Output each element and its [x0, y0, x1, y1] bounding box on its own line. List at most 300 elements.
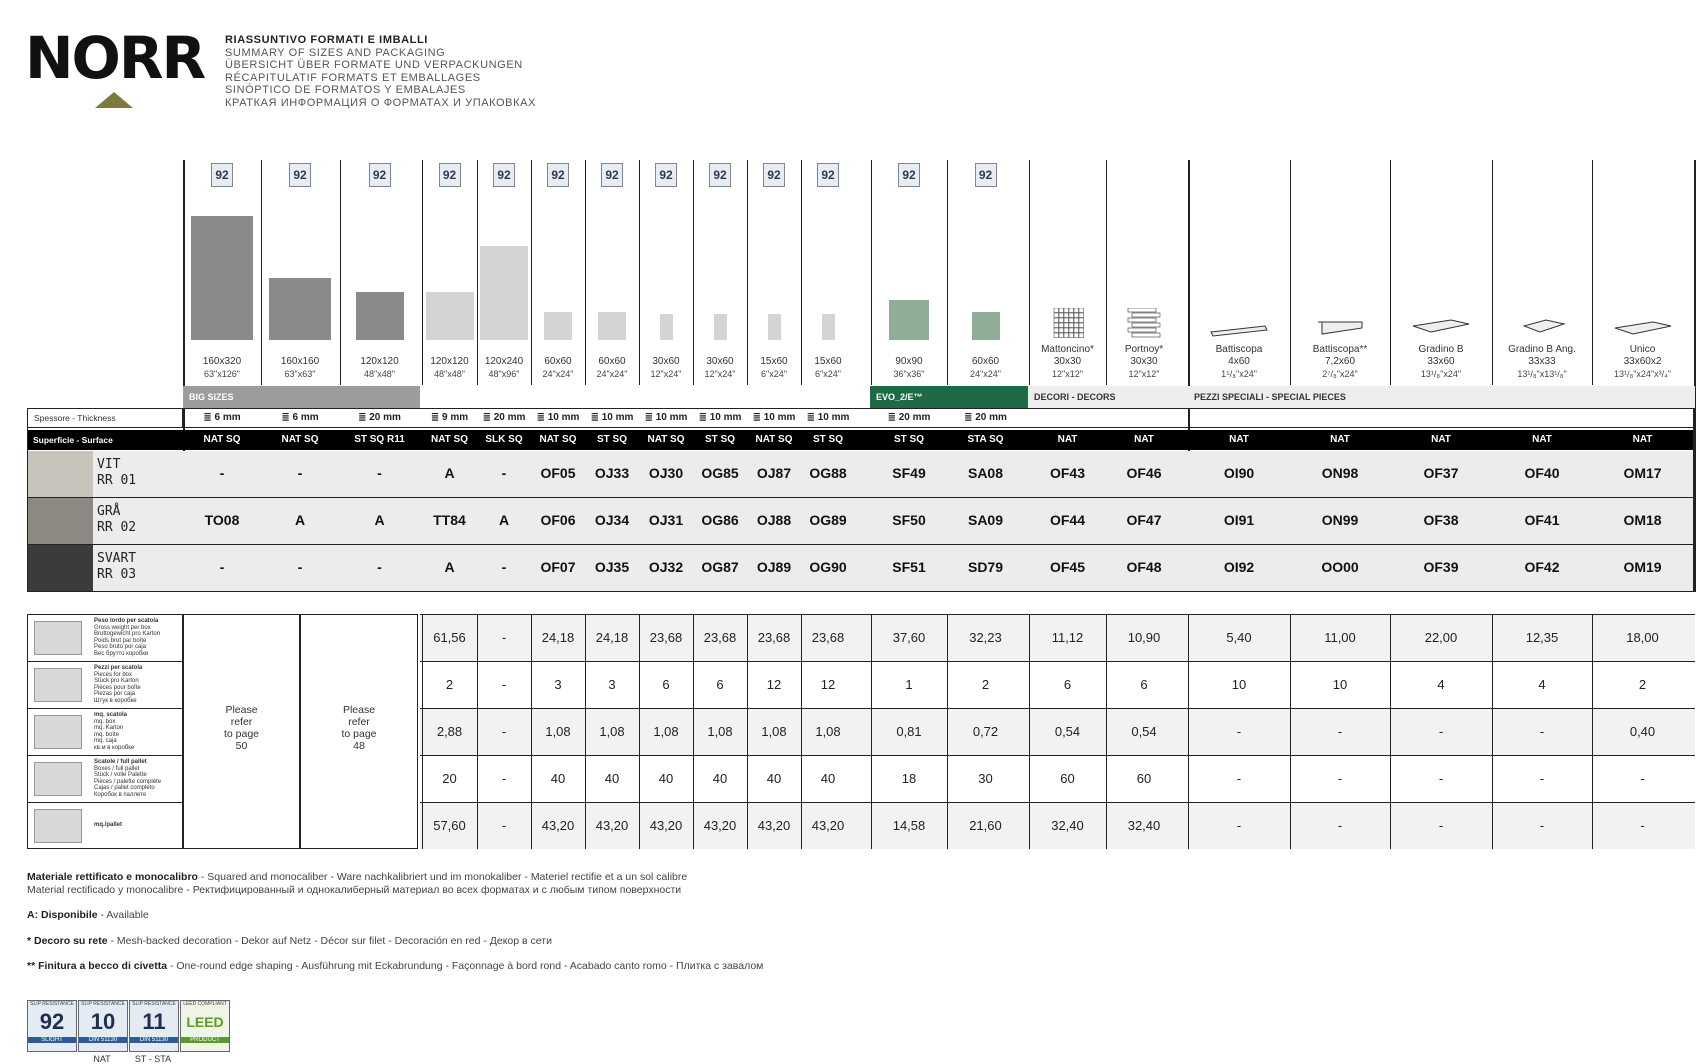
product-code: OG85: [701, 465, 739, 481]
column-divider: [422, 160, 423, 385]
packaging-value: -: [501, 630, 507, 645]
packaging-value: 24,18: [541, 630, 575, 645]
title-line-it: RIASSUNTIVO FORMATI E IMBALLI: [225, 34, 428, 46]
packaging-value: 11,12: [1051, 630, 1084, 645]
packaging-value: 57,60: [433, 818, 466, 833]
format-size: 160x320: [202, 356, 242, 367]
product-code: OF05: [540, 465, 576, 481]
badge-label-nat: NAT: [93, 1054, 111, 1064]
packaging-value: 6: [1063, 677, 1072, 692]
packaging-value: 1: [905, 677, 913, 692]
column-divider: [1390, 160, 1391, 385]
surface-label: Superficie - Surface: [33, 435, 113, 445]
title-line-fr: RÉCAPITULATIF FORMATS ET EMBALLAGES: [225, 71, 481, 84]
column-divider: [947, 160, 948, 385]
column-divider: [585, 160, 586, 385]
product-code: OF42: [1524, 559, 1560, 575]
format-name: Portnoy*: [1124, 344, 1164, 355]
surface-value: NAT SQ: [281, 434, 319, 445]
product-code: OF41: [1524, 512, 1560, 528]
title-line-ru: КРАТКАЯ ИНФОРМАЦИЯ О ФОРМАТАХ И УПАКОВКАХ: [225, 96, 536, 109]
packaging-value: -: [1337, 818, 1343, 833]
packaging-value: 23,68: [811, 630, 845, 645]
packaging-value: 0,40: [1629, 724, 1656, 739]
packaging-value: 6: [716, 677, 724, 692]
format-size: 60x60: [598, 356, 626, 367]
packaging-value: 18,00: [1626, 630, 1659, 645]
column-divider: [747, 160, 748, 385]
product-code: TO08: [204, 512, 240, 528]
format-size: 33x33: [1528, 356, 1556, 367]
product-code: OF06: [540, 512, 576, 528]
packaging-value: 14,58: [892, 818, 926, 833]
format-size: 120x120: [430, 356, 469, 367]
section-pezzi: PEZZI SPECIALI - SPECIAL PIECES: [1188, 386, 1695, 408]
packaging-value: 60: [1136, 771, 1152, 786]
product-code: OJ32: [648, 559, 684, 575]
packaging-value: 1,08: [545, 724, 571, 739]
packaging-value: 20: [442, 771, 457, 786]
format-size: 15x60: [814, 356, 842, 367]
packaging-value: 0,81: [896, 724, 922, 739]
product-code: -: [377, 465, 382, 481]
format-size: 15x60: [760, 356, 788, 367]
column-divider: [871, 160, 872, 385]
slip-92-icon: 92: [289, 163, 311, 187]
packaging-value: 24,18: [595, 630, 629, 645]
packaging-value: 2: [1638, 677, 1647, 692]
special-piece-icon: [1512, 308, 1572, 338]
packaging-divider: [801, 614, 802, 849]
column-divider: [639, 160, 640, 385]
tile-format-shape: [660, 314, 673, 340]
tile-format-shape: [889, 300, 929, 340]
tile-format-shape: [822, 314, 835, 340]
packaging-divider: [477, 614, 478, 849]
product-code: OJ30: [648, 465, 684, 481]
packaging-value: 43,20: [811, 818, 845, 833]
tile-format-shape: [714, 314, 727, 340]
box-icon: [34, 715, 82, 749]
thickness-value: ≣ 20 mm: [358, 412, 401, 423]
packaging-divider: [639, 614, 640, 849]
format-size: 30x30: [1053, 356, 1082, 367]
format-size-inch: 6"x24": [761, 369, 787, 379]
slip-92-icon: 92: [763, 163, 785, 187]
packaging-value: -: [501, 771, 507, 786]
slip-92-icon: 92: [369, 163, 391, 187]
section-big-sizes: BIG SIZES: [183, 386, 420, 408]
packaging-value: 43,20: [757, 818, 791, 833]
product-code: OI92: [1223, 559, 1255, 575]
slip-92-icon: 92: [547, 163, 569, 187]
product-code: OF40: [1524, 465, 1560, 481]
packaging-value: 40: [658, 771, 674, 786]
packaging-value: -: [1640, 818, 1645, 833]
product-code: OF47: [1126, 512, 1162, 528]
packaging-value: 40: [712, 771, 728, 786]
format-size: 160x160: [280, 356, 320, 367]
packaging-value: 1,08: [761, 724, 787, 739]
product-code: -: [377, 559, 382, 575]
packaging-value: 23,68: [649, 630, 683, 645]
footnote-available: A: Disponibile - Available: [27, 909, 149, 921]
format-size-inch: 12"x24": [704, 369, 736, 379]
surface-value: NAT: [1632, 434, 1653, 445]
section-evo: EVO_2/E™: [870, 386, 1028, 408]
format-size-inch: 48"x48": [434, 369, 465, 379]
color-name: VIT: [97, 457, 121, 472]
packaging-value: 61,56: [433, 630, 466, 645]
column-divider: [261, 160, 262, 385]
packaging-value: 32,40: [1127, 818, 1161, 833]
special-piece-icon: [1613, 308, 1673, 338]
packaging-label: mq. scatola mq. box mq. Karton mq. boîte mq. caja кв.м в коробке: [94, 712, 135, 751]
format-size-inch: 24"x24": [596, 369, 628, 379]
product-code: ON99: [1321, 512, 1359, 528]
format-size: 120x120: [360, 356, 399, 367]
format-size: 90x90: [895, 356, 923, 367]
format-size-inch: 13¹/₈"x24"x³/₄": [1613, 369, 1671, 379]
tile-format-shape: [426, 292, 474, 340]
logo-triangle-icon: [95, 90, 133, 108]
format-size-inch: 48"x48": [364, 369, 395, 379]
product-code: TT84: [433, 512, 466, 528]
product-code: OF37: [1423, 465, 1459, 481]
column-divider: [1290, 160, 1291, 385]
column-divider: [693, 160, 694, 385]
packaging-value: 0,54: [1131, 724, 1157, 739]
badge-label-st-sta: ST - STA: [134, 1054, 172, 1064]
product-code: SA09: [967, 512, 1004, 528]
section-spacer: [420, 386, 870, 408]
packaging-label: Scatole / full pallet Boxes / full pallet Stück / volle Palette Pièces / palette complète Cajas / pallet completo Коробок в паллете: [94, 759, 162, 798]
format-size: 30x30: [1130, 356, 1158, 367]
format-size: 60x60: [544, 356, 572, 367]
product-code: -: [501, 559, 507, 575]
format-size-inch: 36"x36": [893, 369, 925, 379]
packaging-value: -: [1236, 818, 1242, 833]
thickness-value: ≣ 20 mm: [964, 412, 1007, 423]
packaging-value: -: [501, 818, 507, 833]
format-size: 120x240: [484, 356, 524, 367]
packaging-value: 43,20: [649, 818, 683, 833]
packaging-value: -: [1337, 771, 1343, 786]
column-divider: [1592, 160, 1593, 385]
packaging-value: 18: [901, 771, 917, 786]
packaging-divider: [1492, 614, 1493, 849]
packaging-divider: [1029, 614, 1030, 849]
packaging-value: 1,08: [815, 724, 841, 739]
format-size-inch: 63"x63": [284, 369, 316, 379]
title-line-es: SINÓPTICO DE FORMATOS Y EMBALAJES: [225, 84, 466, 96]
title-line-de: ÜBERSICHT ÜBER FORMATE UND VERPACKUNGEN: [225, 59, 523, 71]
format-size-inch: 24"x24": [970, 369, 1001, 379]
packaging-divider: [693, 614, 694, 849]
packaging-value: 10: [1332, 677, 1348, 692]
thickness-value: ≣ 10 mm: [536, 412, 580, 423]
packaging-value: 43,20: [541, 818, 575, 833]
thickness-value: ≣ 10 mm: [590, 412, 634, 423]
color-code: RR 03: [97, 567, 137, 582]
thickness-value: ≣ 10 mm: [644, 412, 688, 423]
packaging-value: 11,00: [1324, 630, 1356, 645]
box-icon: [34, 809, 82, 843]
format-size-inch: 12"x24": [650, 369, 682, 379]
leaf-icon: LEED: [186, 1014, 224, 1030]
column-divider: [1492, 160, 1493, 385]
slip-92-icon: 92: [439, 163, 461, 187]
surface-value: NAT: [1532, 434, 1552, 445]
color-name: SVART: [97, 551, 137, 566]
thickness-value: ≣ 10 mm: [806, 412, 850, 423]
surface-value: NAT SQ: [755, 434, 793, 445]
format-size-inch: 1⁵/₈"x24": [1221, 369, 1257, 379]
format-name: Battiscopa: [1215, 344, 1263, 355]
packaging-divider: [747, 614, 748, 849]
slip-92-icon: 92: [817, 163, 839, 187]
packaging-divider: [1390, 614, 1391, 849]
format-size-inch: 2⁷/₈"x24": [1322, 369, 1358, 379]
packaging-value: 60: [1060, 771, 1075, 786]
product-code: OG89: [809, 512, 847, 528]
packaging-divider: [1592, 614, 1593, 849]
format-size-inch: 63"x126": [204, 369, 240, 379]
tile-format-shape: [544, 312, 572, 340]
surface-value: ST SQ: [596, 434, 627, 445]
packaging-divider: [585, 614, 586, 849]
product-code: OI90: [1223, 465, 1255, 481]
packaging-value: 5,40: [1226, 630, 1252, 645]
column-divider: [340, 160, 341, 385]
product-code: SA08: [967, 465, 1004, 481]
product-code: OF07: [540, 559, 576, 575]
format-size-inch: 13¹/₈"x13¹/₈": [1517, 369, 1567, 379]
product-code: OF45: [1049, 559, 1085, 575]
product-code: OJ33: [594, 465, 630, 481]
color-name: GRÅ: [97, 504, 121, 519]
table-frame: [27, 408, 1695, 592]
refer-page-50: Please refer to page 50: [223, 704, 260, 752]
product-code: SF50: [892, 512, 926, 528]
format-name: Gradino B: [1418, 344, 1464, 355]
tile-format-shape: [598, 312, 626, 340]
packaging-value: 10,90: [1127, 630, 1161, 645]
footnote-rectified-2: Material rectificado y monocalibre - Ректифицированный и однокалиберный материал во всех форматах и с любым типом поверхности: [27, 884, 682, 896]
surface-value: NAT SQ: [539, 434, 577, 445]
color-code: RR 01: [97, 473, 137, 488]
leed-badge: LEED COMPLIANT LEED PRODUCT: [180, 1000, 230, 1052]
surface-value: NAT SQ: [647, 434, 685, 445]
surface-value: ST SQ: [812, 434, 843, 445]
slip-92-icon: 92: [898, 163, 920, 187]
title-line-en: SUMMARY OF SIZES AND PACKAGING: [225, 46, 446, 59]
packaging-value: -: [1236, 771, 1242, 786]
product-code: OF38: [1423, 512, 1459, 528]
slip-92-icon: 92: [211, 163, 233, 187]
tile-format-shape: [480, 246, 528, 340]
format-size-inch: 48"x96": [488, 369, 520, 379]
surface-value: ST SQ: [704, 434, 735, 445]
format-size-inch: 6"x24": [815, 369, 841, 379]
format-size-inch: 12"x12": [1052, 369, 1083, 379]
product-code: A: [498, 512, 510, 528]
slip-92-icon: 92: [601, 163, 623, 187]
thickness-value: ≣ 6 mm: [203, 412, 241, 423]
surface-value: STA SQ: [967, 434, 1004, 445]
packaging-value: 0,54: [1054, 724, 1081, 739]
product-code: A: [444, 465, 455, 481]
format-name: Unico: [1629, 344, 1656, 355]
product-code: -: [219, 559, 225, 575]
packaging-divider: [871, 614, 872, 849]
product-code: OJ34: [594, 512, 630, 528]
slip-10-badge: SLIP RESISTANCE 10 DIN 51130: [78, 1000, 128, 1052]
packaging-value: 43,20: [703, 818, 737, 833]
packaging-value: -: [501, 677, 507, 692]
format-size: 4x60: [1228, 356, 1250, 367]
packaging-value: 23,68: [757, 630, 791, 645]
packaging-value: -: [1539, 771, 1545, 786]
box-icon: [34, 762, 82, 796]
packaging-divider: [1106, 614, 1107, 849]
decor-mesh-icon: [1038, 308, 1098, 338]
packaging-value: -: [1438, 771, 1444, 786]
surface-value: NAT SQ: [203, 434, 241, 445]
packaging-value: 1,08: [599, 724, 625, 739]
packaging-value: 32,23: [969, 630, 1002, 645]
footnote-rectified: Materiale rettificato e monocalibro - Squared and monocaliber - Ware nachkalibriert und im monokaliber - Materiel rectifie et a un sol calibre: [27, 871, 688, 883]
refer-page-48: Please refer to page 48: [341, 704, 377, 752]
product-code: OF39: [1423, 559, 1459, 575]
packaging-value: 1,08: [653, 724, 679, 739]
packaging-value: 4: [1437, 677, 1445, 692]
packaging-value: 40: [820, 771, 836, 786]
product-code: ON98: [1321, 465, 1359, 481]
packaging-value: -: [1337, 724, 1343, 739]
packaging-value: 30: [978, 771, 993, 786]
packaging-divider: [1188, 614, 1189, 849]
product-code: A: [294, 512, 306, 528]
norr-logo: NORR: [25, 24, 205, 92]
product-code: OM18: [1623, 512, 1662, 528]
packaging-value: -: [1438, 818, 1444, 833]
packaging-value: 6: [662, 677, 670, 692]
packaging-value: 21,60: [969, 818, 1002, 833]
slip-92-icon: 92: [975, 163, 997, 187]
column-divider: [801, 160, 802, 385]
format-size: 30x60: [706, 356, 734, 367]
thickness-value: ≣ 10 mm: [698, 412, 742, 423]
box-icon: [34, 621, 82, 655]
special-piece-icon: [1310, 308, 1370, 338]
packaging-value: 23,68: [703, 630, 737, 645]
thickness-value: ≣ 10 mm: [752, 412, 796, 423]
surface-value: NAT: [1330, 434, 1350, 445]
format-size: 33x60x2: [1623, 356, 1662, 367]
product-code: OG88: [809, 465, 847, 481]
special-piece-icon: [1209, 308, 1269, 338]
format-size-inch: 24"x24": [542, 369, 574, 379]
format-name: Gradino B Ang.: [1508, 344, 1576, 355]
packaging-value: -: [1438, 724, 1444, 739]
packaging-divider: [531, 614, 532, 849]
surface-value: ST SQ: [893, 434, 924, 445]
packaging-value: 40: [766, 771, 782, 786]
surface-value: SLK SQ: [485, 434, 523, 445]
product-code: OJ35: [594, 559, 630, 575]
section-decori: DECORI - DECORS: [1028, 386, 1188, 408]
packaging-value: 2: [445, 677, 454, 692]
product-code: OJ31: [648, 512, 684, 528]
tile-format-shape: [972, 312, 1000, 340]
format-name: Battiscopa**: [1312, 344, 1368, 355]
product-code: OF48: [1126, 559, 1162, 575]
product-code: OJ88: [756, 512, 792, 528]
product-code: SF49: [892, 465, 926, 481]
column-divider: [531, 160, 532, 385]
format-size-inch: 13¹/₈"x24": [1420, 369, 1462, 379]
footnote-decor: * Decoro su rete - Mesh-backed decoration - Dekor auf Netz - Décor sur filet - Decoración en red - Декор в сети: [27, 935, 552, 947]
decor-mesh-icon: [1114, 308, 1174, 338]
packaging-divider: [422, 614, 423, 849]
surface-value: NAT SQ: [430, 434, 469, 445]
packaging-value: 12,35: [1525, 630, 1559, 645]
packaging-divider: [947, 614, 948, 849]
special-piece-icon: [1411, 308, 1471, 338]
product-code: OM17: [1623, 465, 1662, 481]
product-code: -: [297, 465, 303, 481]
product-code: SF51: [892, 559, 926, 575]
slip-92-icon: 92: [709, 163, 731, 187]
packaging-value: -: [1236, 724, 1242, 739]
surface-value: NAT: [1134, 434, 1154, 445]
product-code: A: [444, 559, 455, 575]
packaging-divider: [1290, 614, 1291, 849]
product-code: OF44: [1049, 512, 1085, 528]
product-code: OF46: [1126, 465, 1162, 481]
surface-value: NAT: [1431, 434, 1451, 445]
surface-value: NAT: [1057, 434, 1078, 445]
packaging-value: 4: [1538, 677, 1546, 692]
thickness-value: ≣ 6 mm: [281, 412, 319, 423]
slip-92-icon: 92: [493, 163, 515, 187]
product-code: -: [297, 559, 303, 575]
product-code: OI91: [1223, 512, 1255, 528]
packaging-value: 43,20: [595, 818, 629, 833]
format-size: 30x60: [652, 356, 680, 367]
product-code: OF43: [1049, 465, 1085, 481]
packaging-value: 32,40: [1051, 818, 1084, 833]
slip-92-badge: SLIP RESISTANCE 92 SLIGHT: [27, 1000, 77, 1052]
packaging-value: 22,00: [1424, 630, 1458, 645]
packaging-value: 12: [766, 677, 782, 692]
product-code: OJ87: [756, 465, 792, 481]
tile-format-shape: [356, 292, 404, 340]
format-name: Mattoncino*: [1041, 344, 1094, 355]
packaging-value: 2,88: [436, 724, 463, 739]
slip-92-icon: 92: [655, 163, 677, 187]
packaging-label: Pezzi per scatola Pieces for box Stück pro Karton Pièces pour boîte Piezas por caja Штук в коробке: [94, 665, 143, 704]
thickness-value: ≣ 9 mm: [430, 412, 469, 423]
packaging-value: -: [1539, 724, 1545, 739]
packaging-value: 6: [1140, 677, 1148, 692]
packaging-value: 40: [604, 771, 620, 786]
packaging-value: 12: [820, 677, 836, 692]
packaging-value: 40: [550, 771, 566, 786]
packaging-value: 3: [608, 677, 616, 692]
tile-format-shape: [269, 278, 331, 340]
